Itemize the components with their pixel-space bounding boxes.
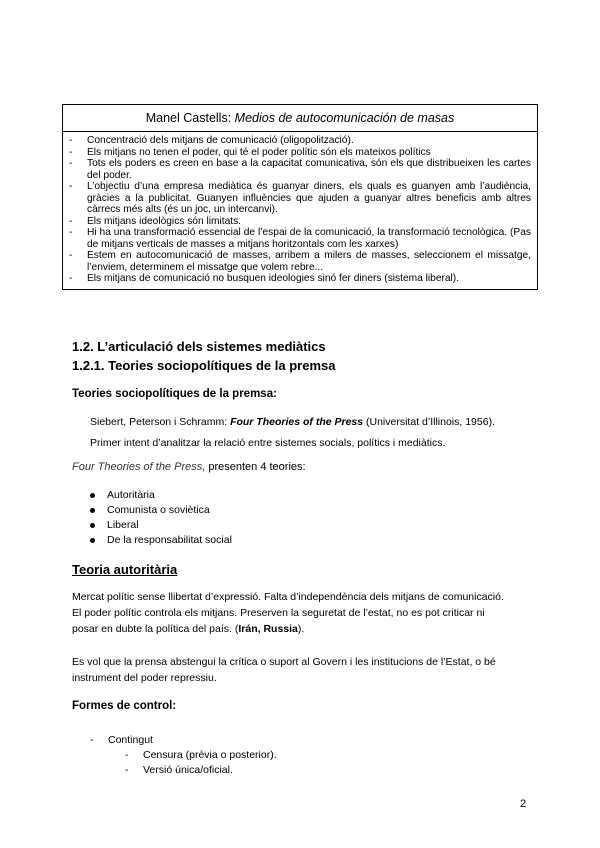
para1-line2: El poder polític controla els mitjans. Preserven la seguretat de l’estat, no es pot criticar ni bbox=[72, 607, 485, 619]
four-theories-intro bbox=[72, 459, 306, 475]
four-theories-rest: presenten 4 teories: bbox=[208, 461, 306, 473]
para2-line2: instrument del poder repressiu. bbox=[72, 672, 217, 684]
citation-publisher: (Universitat d’Illinois, 1956). bbox=[366, 416, 495, 428]
section-title: Teoria autoritària bbox=[72, 562, 178, 577]
list-item: - Hi ha una transformació essencial de l’espai de la comunicació, la transformació tecnològica. (Pas de mitjans verticals de masses a mitjans horitzontals com les xarxes) bbox=[69, 227, 531, 250]
box-title bbox=[63, 105, 537, 132]
dash-marker: - bbox=[69, 146, 73, 158]
list-item: De la responsabilitat social bbox=[90, 533, 232, 548]
list-item: - L’objectiu d’una empresa mediàtica és guanyar diners, els quals es guanyen amb l’audiència, gràcies a la publicitat. Guanyen influències que ajuden a guanyar altres beneficis amb altres càrrecs més alts (és un joc, un intercanvi). bbox=[69, 181, 531, 215]
para2-line1: Es vol que la prensa abstengui la crítica o suport al Govern i les institucions de l’Estat, o bé bbox=[72, 656, 496, 668]
heading-1-2-1: 1.2.1. Teories sociopolítiques de la premsa bbox=[72, 358, 336, 373]
control-item: Contingut bbox=[108, 734, 153, 746]
box-title-work: Medios de autocomunicación de masas bbox=[234, 111, 455, 125]
list-item: Autoritària bbox=[90, 488, 232, 503]
bullet-icon bbox=[90, 493, 95, 498]
dash-marker: - bbox=[69, 181, 73, 192]
bullet-icon bbox=[90, 538, 95, 543]
list-item: - Els mitjans no tenen el poder, qui té el poder polític són els mateixos polítics bbox=[69, 146, 431, 158]
dash-marker: - bbox=[69, 273, 73, 284]
subheading-teories: Teories sociopolítiques de la premsa: bbox=[72, 388, 277, 400]
citation bbox=[90, 414, 495, 430]
page-number: 2 bbox=[520, 798, 527, 810]
list-item: - Tots els poders es creen en base a la capacitat comunicativa, són els que distribueixen les cartes del poder. bbox=[69, 158, 531, 181]
para1-line3: posar en dubte la política del país. (Irán, Russia). bbox=[72, 623, 305, 635]
control-dash: - bbox=[90, 734, 94, 746]
list-item: Liberal bbox=[90, 518, 232, 533]
countries: Irán, Russia bbox=[238, 623, 298, 635]
box-list bbox=[63, 132, 537, 289]
bullet-icon bbox=[90, 523, 95, 528]
control-subitem-dash: - bbox=[125, 749, 129, 761]
theories-list bbox=[90, 488, 232, 548]
dash-marker: - bbox=[69, 158, 73, 169]
list-item: Comunista o soviètica bbox=[90, 503, 232, 518]
four-theories-book: Four Theories of the Press, bbox=[72, 461, 206, 473]
first-attempt-text: Primer intent d’analitzar la relació entre sistemes socials, polítics i mediàtics. bbox=[90, 437, 446, 449]
control-subitem-dash: - bbox=[125, 764, 129, 776]
para1-line1: Mercat polític sense llibertat d’expressió. Falta d’independència dels mitjans de comunicació. bbox=[72, 591, 504, 603]
citation-authors: Siebert, Peterson i Schramm: bbox=[90, 416, 228, 428]
control-heading: Formes de control: bbox=[72, 700, 177, 712]
dash-marker: - bbox=[69, 135, 73, 146]
dash-marker: - bbox=[69, 227, 73, 238]
list-item: - Els mitjans de comunicació no busquen ideologies sinó fer diners (sistema liberal). bbox=[69, 273, 460, 284]
list-item: - Concentració dels mitjans de comunicació (oligopolització). bbox=[69, 135, 354, 146]
list-item: - Estem en autocomunicació de masses, arribem a milers de masses, seleccionem el missatge, l’enviem, determinem el missatge que volem rebre... bbox=[69, 250, 531, 273]
box-title-author: Manel Castells: bbox=[145, 111, 232, 125]
heading-1-2: 1.2. L’articulació dels sistemes mediàtics bbox=[72, 339, 326, 354]
dash-marker: - bbox=[69, 215, 73, 227]
control-subitem: Versió única/oficial. bbox=[143, 764, 233, 776]
list-item: - Els mitjans ideològics són limitats. bbox=[69, 215, 242, 227]
castells-summary-box bbox=[62, 104, 538, 290]
citation-book: Four Theories of the Press bbox=[230, 416, 364, 428]
dash-marker: - bbox=[69, 250, 73, 261]
control-subitem: Censura (prèvia o posterior). bbox=[143, 749, 277, 761]
bullet-icon bbox=[90, 508, 95, 513]
